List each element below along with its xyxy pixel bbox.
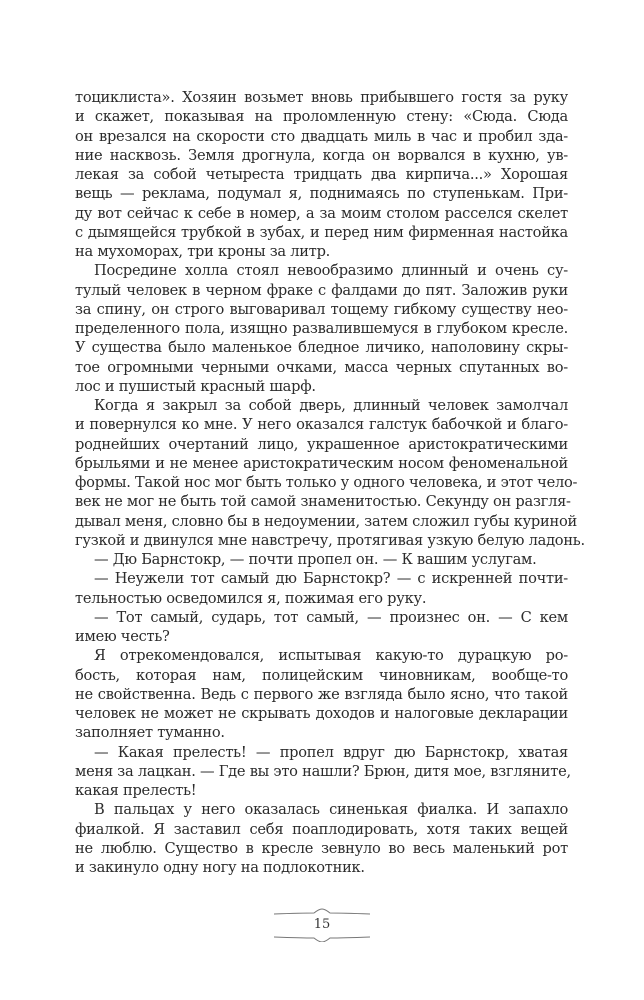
- book-page-body: [75, 88, 585, 877]
- text-line: вещь — реклама, подумал я, поднимаясь по ступенькам. При-: [75, 185, 568, 203]
- text-line: ние насквозь. Земля дрогнула, когда он ворвался в кухню, ув-: [75, 146, 568, 164]
- text-line: он врезался на скорости сто двадцать миль в час и пробил зда-: [75, 127, 568, 145]
- text-line: меня за лацкан. — Где вы это нашли? Брюн, дитя мое, взгляните,: [75, 762, 571, 780]
- text-line: гузкой и двинулся мне навстречу, протягивая узкую белую ладонь.: [75, 531, 585, 549]
- text-line: пределенного пола, изящно развалившемуся в глубоком кресле.: [75, 320, 568, 337]
- text-line: Когда я закрыл за собой дверь, длинный человек замолчал: [94, 397, 568, 414]
- page-number: 15: [313, 917, 331, 932]
- text-line: бость, которая нам, полицейским чиновникам, вообще-то: [75, 666, 568, 684]
- text-line: на мухоморах, три кроны за литр.: [75, 243, 331, 260]
- text-line: брыльями и не менее аристократическим носом феноменальной: [75, 454, 568, 472]
- page-folio: [272, 908, 372, 942]
- text-line: ду вот сейчас к себе в номер, а за моим столом расселся скелет: [75, 204, 568, 222]
- text-line: В пальцах у него оказалась синенькая фиалка. И запахло: [94, 801, 568, 819]
- text-line: фиалкой. Я заставил себя поаплодировать, хотя таких вещей: [75, 820, 568, 838]
- text-line: — Тот самый, сударь, тот самый, — произнес он. — С кем: [94, 608, 568, 626]
- text-line: — Неужели тот самый дю Барнстокр? — с искренней почти-: [94, 570, 568, 588]
- text-line: и закинуло одну ногу на подлокотник.: [75, 859, 365, 876]
- text-line: Посредине холла стоял невообразимо длинный и очень су-: [94, 262, 568, 280]
- text-line: тельностью осведомился я, пожимая его руку.: [75, 589, 427, 607]
- text-line: век не мог не быть той самой знаменитостью. Секунду он разгля-: [75, 493, 571, 511]
- text-line: тоциклиста». Хозяин возьмет вновь прибывшего гостя за руку: [75, 89, 568, 106]
- text-line: тое огромными черными очками, масса черных спутанных во-: [75, 358, 568, 376]
- text-line: с дымящейся трубкой в зубах, и перед ним фирменная настойка: [75, 223, 568, 241]
- text-line: не свойственна. Ведь с первого же взгляда было ясно, что такой: [75, 685, 568, 703]
- text-line: роднейших очертаний лицо, украшенное аристократическими: [75, 435, 568, 453]
- text-line: и повернулся ко мне. У него оказался галстук бабочкой и благо-: [75, 416, 568, 434]
- text-line: и скажет, показывая на проломленную стену: «Сюда. Сюда: [75, 108, 568, 126]
- text-line: какая прелесть!: [75, 782, 197, 799]
- text-line: У существа было маленькое бледное личико, наполовину скры-: [75, 339, 568, 357]
- text-line: заполняет туманно.: [75, 724, 225, 742]
- text-line: имею честь?: [75, 628, 170, 645]
- text-line: Я отрекомендовался, испытывая какую-то дурацкую ро-: [94, 647, 568, 665]
- text-line: лос и пушистый красный шарф.: [75, 377, 316, 395]
- text-line: — Какая прелесть! — пропел вдруг дю Барнстокр, хватая: [94, 743, 568, 761]
- text-line: за спину, он строго выговаривал тощему гибкому существу нео-: [75, 300, 568, 318]
- text-line: тулый человек в черном фраке с фалдами до пят. Заложив руки: [75, 281, 568, 299]
- text-line: не люблю. Существо в кресле зевнуло во весь маленький рот: [75, 839, 568, 857]
- text-line: — Дю Барнстокр, — почти пропел он. — К вашим услугам.: [94, 551, 537, 568]
- text-line: формы. Такой нос мог быть только у одного человека, и этот чело-: [75, 474, 578, 491]
- text-line: дывал меня, словно бы в недоумении, затем сложил губы куриной: [75, 512, 577, 530]
- text-line: человек не может не скрывать доходов и налоговые декларации: [75, 705, 568, 722]
- text-line: лекая за собой четыреста тридцать два кирпича...» Хорошая: [75, 166, 568, 183]
